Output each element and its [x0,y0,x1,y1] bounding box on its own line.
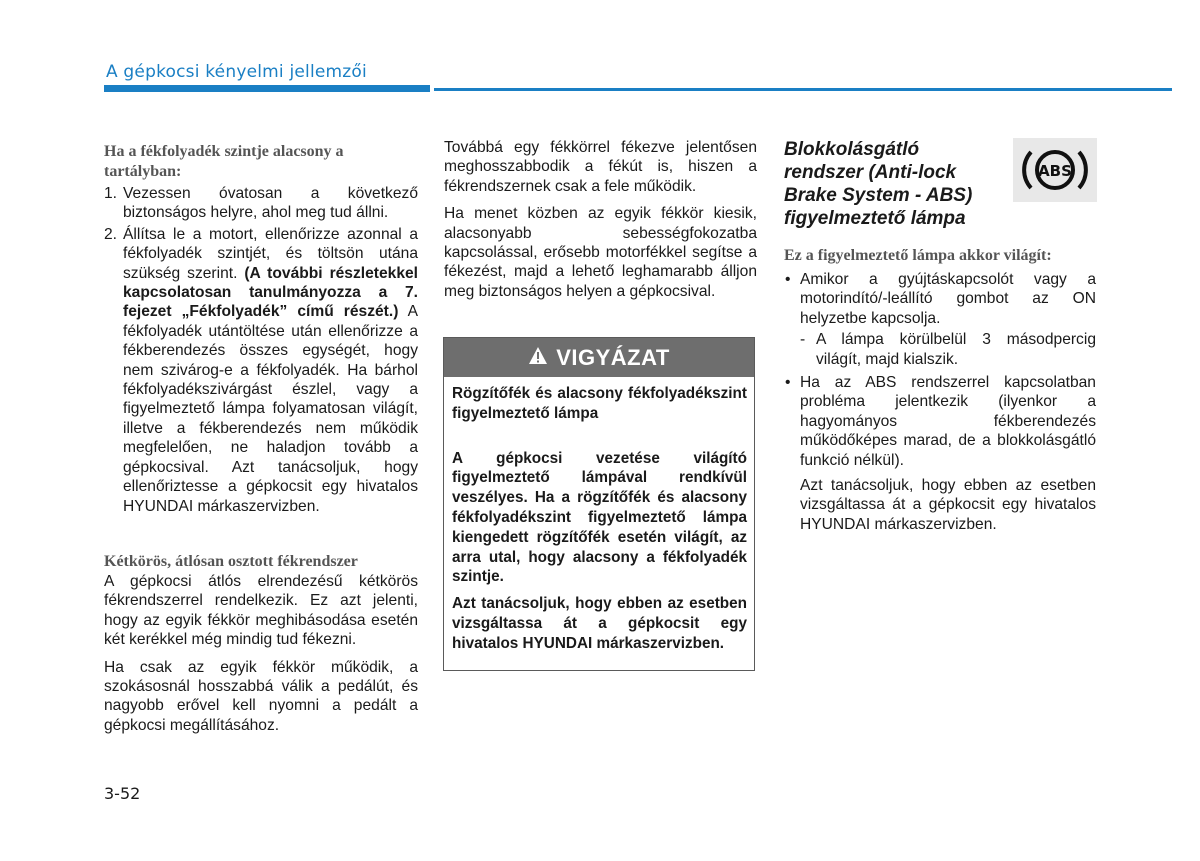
step-text: Állítsa le a motort, ellenőrizze azonnal a fékfolyadék szintjét, és töltsön utána szükség szerint. [123,225,418,282]
abs-icon-text: ABS [1038,162,1072,180]
dual-circuit-paragraph-1: A gépkocsi átlós elrendezésű kétkörös fékrendszerrel rendelkezik. Ez azt jelenti, hogy az egyik fékkör meghibásodása esetén két kerékkel még mindig tud fékezni. [104,572,418,649]
column-left [104,142,418,743]
warning-text: A gépkocsi vezetése világító figyelmeztető lámpával rendkívül veszélyes. Ha a rögzítőfék és alacsony fékfolyadékszint figyelmeztető lámpa kiengedett rögzítőfék esetén világít, az arra utal, hogy alacsony a fékfolyadék szintje. [452,449,747,586]
abs-conditions-list [784,270,1096,470]
bullet-text: Ha az ABS rendszerrel kapcsolatban probléma jelentkezik (ilyenkor a hagyományos fékberendezés működőképes marad, de a blokkolásgátló funkció nélkül). [800,374,1096,469]
list-item [104,225,418,516]
column-right [784,138,1096,534]
step-reference-bold: (A további részletekkel kapcsolatosan tanulmányozza a 7. fejezet „Fékfolyadék” című részét.) [123,264,418,321]
abs-condition-heading: Ez a figyelmeztető lámpa akkor világít: [784,247,1052,264]
list-item: • Amikor a gyújtáskapcsolót vagy a motorindító/-leállító gombot az ON helyzetbe kapcsolja. - A lámpa körülbelül 3 másodpercig világít, majd kialszik. [785,271,1096,368]
column-middle [444,138,757,309]
page-number: 3-52 [104,784,141,803]
chapter-title: A gépkocsi kényelmi jellemzői [106,62,367,82]
list-item [104,184,418,223]
abs-section-title: Blokkolásgátló rendszer (Anti-lock Brake System - ABS) figyelmeztető lámpa [784,139,973,229]
step-text: Vezessen óvatosan a következő biztonságos helyre, ahol meg tud állni. [123,185,418,222]
middle-paragraph-1: Továbbá egy fékkörrel fékezve jelentősen meghosszabbodik a fékút is, hiszen a fékrendszernek csak a fele működik. [444,139,757,195]
header-rule-thin [434,88,1172,91]
step-number: 2. [104,225,118,243]
dual-circuit-heading: Kétkörös, átlósan osztott fékrendszer [104,552,358,570]
list-item: • Ha az ABS rendszerrel kapcsolatban probléma jelentkezik (ilyenkor a hagyományos fékberendezés működőképes marad, de a blokkolásgátló funkció nélkül). [785,374,1096,469]
abs-advice-paragraph: Azt tanácsoljuk, hogy ebben az esetben vizsgáltassa át a gépkocsit egy hivatalos HYUNDAI márkaszervizben. [800,477,1096,533]
low-fluid-heading: Ha a fékfolyadék szintje alacsony a tartályban: [104,143,344,180]
header-rule-thick [104,85,430,92]
warning-header [444,338,754,377]
warning-box [443,337,755,671]
warning-label: VIGYÁZAT [556,344,670,370]
sub-list [800,330,1096,369]
steps-list [104,184,418,516]
step-number: 1. [104,185,118,202]
warning-triangle-icon [528,345,548,371]
middle-paragraph-2: Ha menet közben az egyik fékkör kiesik, alacsonyabb sebességfokozatba kapcsolással, erősebb motorfékkel segítse a fékezést, majd a lehető leghamarabb álljon meg biztonságos helyen a gépkocsival. [444,205,757,300]
warning-subject: Rögzítőfék és alacsony fékfolyadékszint figyelmeztető lámpa [452,385,747,422]
bullet-text: Amikor a gyújtáskapcsolót vagy a motorindító/-leállító gombot az ON helyzetbe kapcsolja. [800,271,1096,327]
list-item: - A lámpa körülbelül 3 másodpercig világít, majd kialszik. [800,331,1096,368]
step-text-continued: A fékfolyadék utántöltése után ellenőrizze a fékberendezés összes egységét, hogy nem szivárog-e a fékfolyadék. Ha bárhol fékfolyadékszivárgást észlel, vagy a figyelmeztető lámpa folyamatosan világít, illetve a fékberendezés nem működik megfelelően, ne haladjon tovább a gépkocsival. Azt tanácsoljuk, hogy ellenőriztesse a gépkocsit egy hivatalos HYUNDAI márkaszervizben. [123,303,418,515]
warning-body [444,377,754,654]
sub-bullet-text: A lámpa körülbelül 3 másodpercig világít, majd kialszik. [816,331,1096,368]
warning-advice: Azt tanácsoljuk, hogy ebben az esetben vizsgáltassa át a gépkocsit egy hivatalos HYUNDAI márkaszervizben. [452,595,747,652]
dual-circuit-paragraph-2: Ha csak az egyik fékkör működik, a szokásosnál hosszabbá válik a pedálút, és nagyobb erővel kell nyomni a pedált a gépkocsi megállításához. [104,658,418,734]
